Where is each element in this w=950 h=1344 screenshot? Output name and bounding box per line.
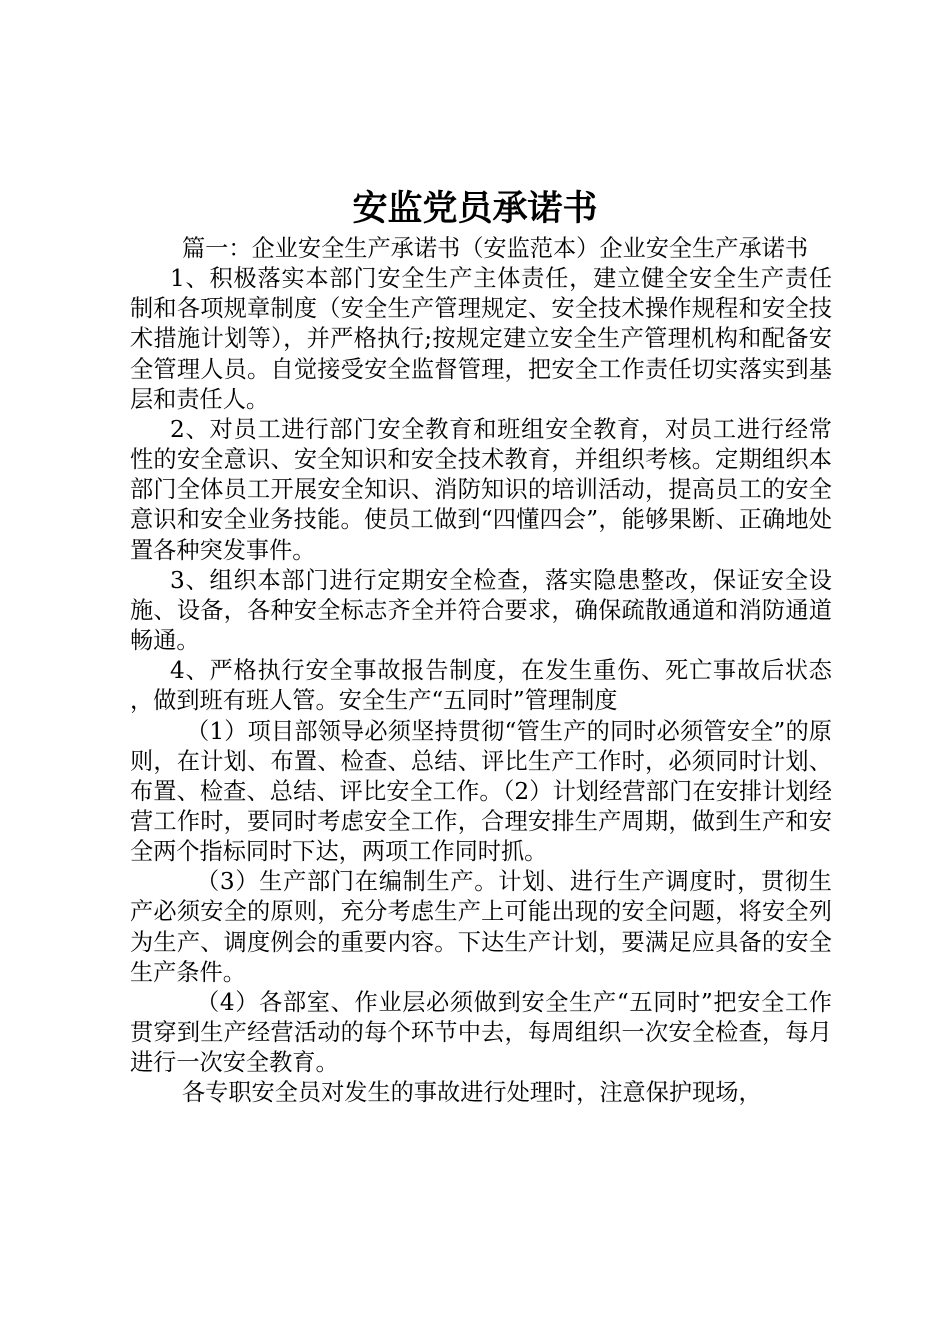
paragraph-item-1: 1、积极落实本部门安全生产主体责任，建立健全安全生产责任制和各项规章制度（安全生产管理规定、安全技术操作规程和安全技术措施计划等），并严格执行;按规定建立安全生产管理机构和配备安全管理人员。自觉接受安全监督管理，把安全工作责任切实落实到基层和责任人。	[130, 265, 832, 413]
paragraph-item-4: 4、严格执行安全事故报告制度，在发生重伤、死亡事故后状态，做到班有班人管。安全生产“五同时”管理制度	[130, 657, 832, 715]
document-title: 安监党员承诺书	[352, 188, 598, 229]
paragraph-sub-4: （4）各部室、作业层必须做到安全生产“五同时”把安全工作贯穿到生产经营活动的每个环节中去，每周组织一次安全检查，每月进行一次安全教育。	[130, 988, 832, 1077]
paragraph-item-3: 3、组织本部门进行定期安全检查，落实隐患整改，保证安全设施、设备，各种安全标志齐全并符合要求，确保疏散通道和消防通道畅通。	[130, 566, 832, 655]
paragraph-safety-officer: 各专职安全员对发生的事故进行处理时，注意保护现场，	[182, 1079, 762, 1107]
paragraph-heading: 篇一：企业安全生产承诺书（安监范本）企业安全生产承诺书	[182, 235, 809, 262]
paragraph-sub-3: （3）生产部门在编制生产。计划、进行生产调度时，贯彻生产必须安全的原则，充分考虑生产上可能出现的安全问题，将安全列为生产、调度例会的重要内容。下达生产计划，要满足应具备的安全生产条件。	[130, 868, 832, 986]
paragraph-item-2: 2、对员工进行部门安全教育和班组安全教育，对员工进行经常性的安全意识、安全知识和安全技术教育，并组织考核。定期组织本部门全体员工开展安全知识、消防知识的培训活动，提高员工的安全意识和安全业务技能。使员工做到“四懂四会”，能够果断、正确地处置各种突发事件。	[130, 415, 832, 564]
document-body	[130, 234, 832, 1109]
paragraph-sub-1-2: （1）项目部领导必须坚持贯彻“管生产的同时必须管安全”的原则，在计划、布置、检查、总结、评比生产工作时，必须同时计划、布置、检查、总结、评比安全工作。（2）计划经营部门在安排计划经营工作时，要同时考虑安全工作，合理安排生产周期，做到生产和安全两个指标同时下达，两项工作同时抓。	[130, 717, 832, 866]
